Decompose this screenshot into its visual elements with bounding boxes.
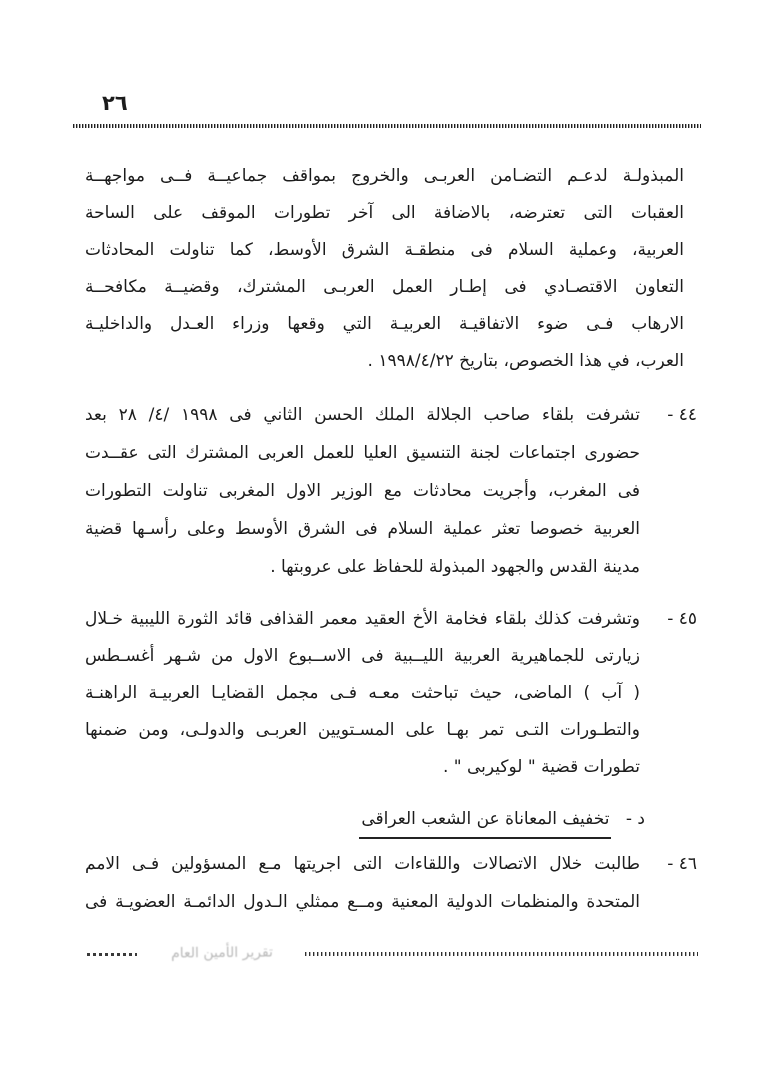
footer-watermark: تقرير الأمين العام	[170, 944, 274, 962]
paragraph-line: الارهاب فـى ضوء الاتفاقيـة العربيـة التي وقعها وزراء العـدل والداخليـة	[85, 314, 684, 334]
paragraph-line: المبذولـة لدعـم التضـامن العربـى والخروج بمواقف جماعيــة فــى مواجهــة	[85, 166, 684, 186]
paragraph-line: تطورات قضية " لوكيربى " .	[442, 757, 640, 777]
list-item-46	[85, 845, 697, 921]
paragraph-line: التعاون الاقتصـادي فى إطـار العمل العربـى المشترك، وقضيــة مكافحــة	[85, 277, 684, 297]
paragraph-line: العقبات التى تعترضه، بالاضافة الى آخر تطورات الموقف على الساحة	[85, 203, 684, 223]
footer-rule-left	[87, 953, 137, 956]
paragraph-line: العرب، في هذا الخصوص، بتاريخ ⁦١٩٩٨/٤/٢٢⁩ .	[367, 351, 684, 371]
list-item-44	[85, 396, 697, 586]
header-rule	[73, 124, 701, 128]
page-number: ٢٦	[102, 91, 128, 115]
paragraph-line: والتطـورات التـى تمر بهـا على المسـتويين العربـى والدولـى، ومن ضمنها	[85, 720, 640, 740]
footer-rule-right	[305, 952, 698, 956]
section-heading	[85, 806, 697, 839]
item-number: ٤٤ -	[667, 405, 697, 425]
paragraph-line: تشرفت بلقاء صاحب الجلالة الملك الحسن الثاني فى ⁦١٩٩٨ /٤/ ٢٨⁩ بعد	[85, 405, 640, 425]
paragraph-line: زيارتى للجماهيرية العربية الليــبية فى الاســبوع الاول من شـهر أغسـطس	[85, 646, 640, 666]
paragraph-line: المتحدة والمنظمات الدولية المعنية ومــع ممثلي الـدول الدائمـة العضويـة فى	[85, 892, 640, 912]
paragraph-line: حضورى اجتماعات لجنة التنسيق العليا للعمل العربى المشترك التى عقــدت	[85, 443, 640, 463]
paragraph-line: مدينة القدس والجهود المبذولة للحفاظ على عروبتها .	[270, 557, 640, 577]
paragraph-line: فى المغرب، وأجريت محادثات مع الوزير الاول المغربى تناولت التطورات	[85, 481, 640, 501]
section-title: تخفيف المعاناة عن الشعب العراقى	[359, 806, 611, 839]
list-item-45	[85, 601, 697, 786]
paragraph-line: وتشرفت كذلك بلقاء فخامة الأخ العقيد معمر القذافى قائد الثورة الليبية خـلال	[85, 609, 640, 629]
item-text	[85, 601, 640, 786]
item-text	[85, 396, 640, 586]
paragraph-line: ( آب ) الماضى، حيث تباحثت معـه فـى مجمل القضايـا العربيـة الراهنـة	[85, 683, 640, 703]
item-text	[85, 845, 640, 921]
item-number: ٤٥ -	[667, 609, 697, 629]
section-marker: د -	[625, 809, 645, 829]
intro-paragraph	[85, 158, 697, 380]
item-number: ٤٦ -	[667, 854, 697, 874]
paragraph-line: العربية، وعملية السلام فى منطقـة الشرق الأوسط، كما تناولت المحادثات	[85, 240, 684, 260]
paragraph-line: طالبت خلال الاتصالات واللقاءات التى اجريتها مـع المسؤولين فـى الامم	[85, 854, 640, 874]
paragraph-line: العربية خصوصا تعثر عملية السلام فى الشرق الأوسط وعلى رأسـها قضية	[85, 519, 640, 539]
